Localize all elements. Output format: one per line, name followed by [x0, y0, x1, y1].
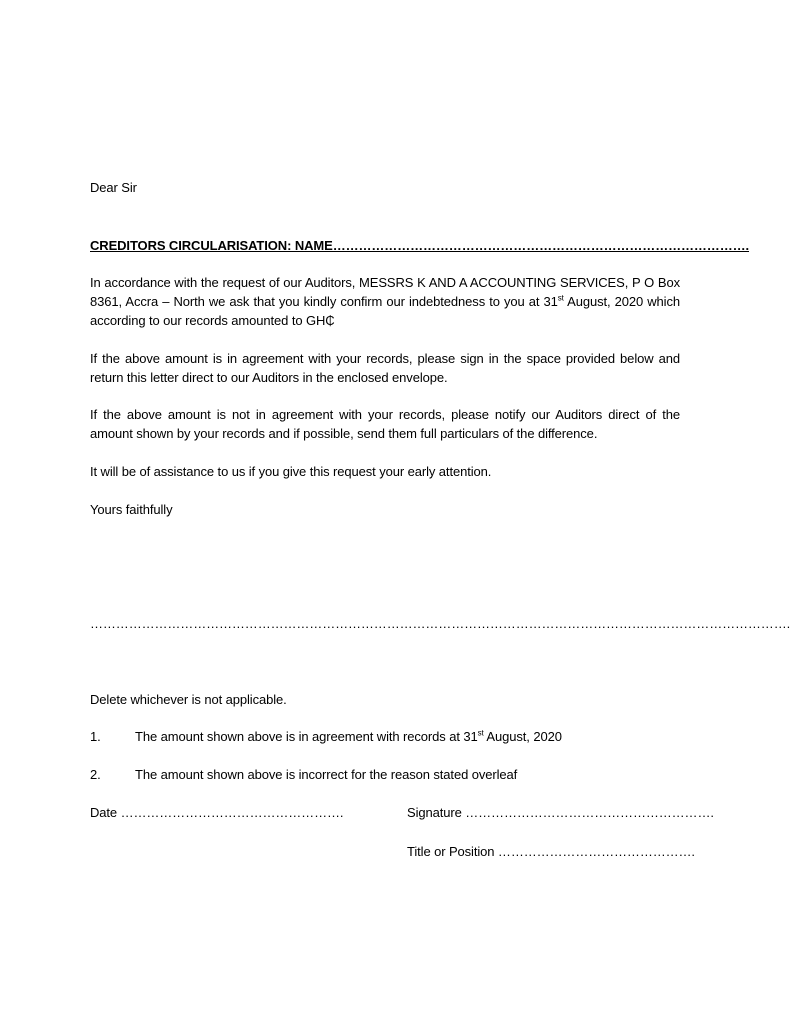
- ordinal-suffix: st: [557, 293, 564, 303]
- option-item-1: [90, 727, 680, 746]
- paragraph-agreement: If the above amount is in agreement with your records, please sign in the space provided below and return this letter direct to our Auditors in the enclosed envelope.: [90, 351, 680, 385]
- subject-line: CREDITORS CIRCULARISATION: NAME…………………………………………………………………………………….: [90, 238, 750, 253]
- paragraph-request-text-2: August, 2020 which according to our records amounted to GH₵: [90, 294, 680, 328]
- option-text: The amount shown above is incorrect for the reason stated overleaf: [135, 767, 518, 782]
- delete-note: Delete whichever is not applicable.: [90, 692, 287, 707]
- date-field: Date …………………………………………….: [90, 805, 344, 820]
- paragraph-request: [90, 273, 680, 330]
- option-text-2: August, 2020: [483, 729, 562, 744]
- option-item-2: [90, 765, 680, 784]
- signature-field: Signature ………………………………………………….: [407, 805, 714, 820]
- option-text-1: The amount shown above is in agreement with records at 31: [135, 729, 478, 744]
- option-number: 2.: [90, 767, 101, 782]
- paragraph-disagreement: If the above amount is not in agreement with your records, please notify our Auditors direct of the amount shown by your records and if possible, send them full particulars of the difference.: [90, 407, 680, 441]
- option-number: 1.: [90, 729, 101, 744]
- ordinal-suffix: st: [477, 728, 484, 738]
- paragraph-attention: It will be of assistance to us if you give this request your early attention.: [90, 464, 492, 479]
- salutation: Dear Sir: [90, 180, 137, 195]
- title-position-field: Title or Position ……………………………………….: [407, 844, 695, 859]
- closing: Yours faithfully: [90, 502, 173, 517]
- signature-line: ……………………………………………………………………………………………………………………………………………….: [90, 616, 790, 631]
- paragraph-request-text-1: In accordance with the request of our Auditors, MESSRS K AND A ACCOUNTING SERVICES, P O Box 8361, Accra – North we ask that you kindly confirm our indebtedness to you at 31: [90, 275, 680, 309]
